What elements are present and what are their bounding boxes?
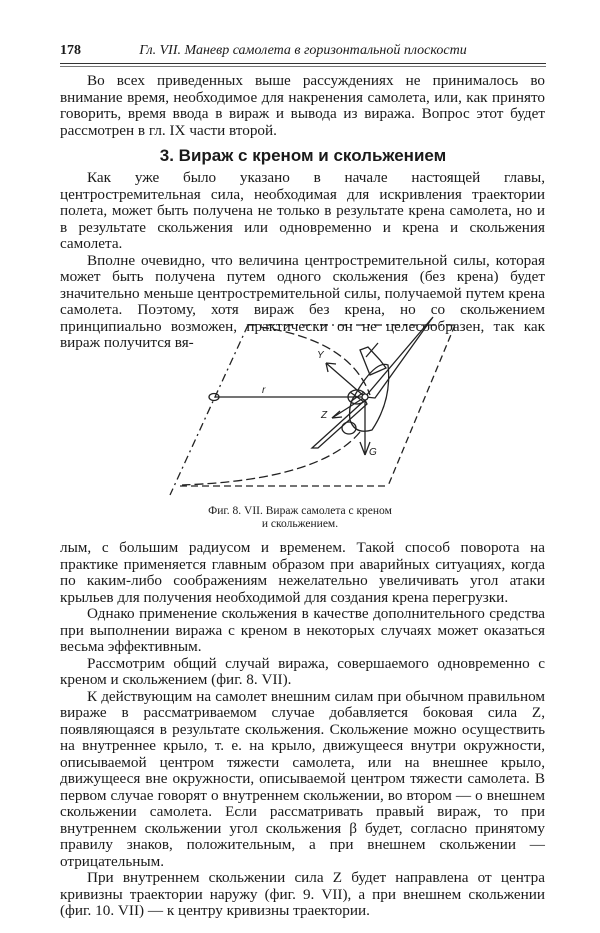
header-rule [60, 63, 546, 67]
diagram-svg [160, 300, 460, 500]
paragraph: Во всех приведенных выше рассуждениях не принималось во внимание время, необходимое для накренения самолета, или, как принято говорить, время ввода в вираж и вывода из виража. Вопрос этот будет рассмотрен в гл. IX части второй. [60, 72, 545, 139]
paragraph: К действующим на самолет внешним силам при обычном правильном вираже в рассматриваемом случае добавляется боковая сила Z, появляющаяся в результате скольжения. Скольжение можно осуществить на внутреннее крыло, т. е. на крыло, движущееся внутри окружности, описываемой центром тяжести самолета, или на внешнее крыло, движущееся вне окружности, описываемой центром тяжести самолета. В первом случае говорят о внутреннем скольжении, во втором — о внешнем скольжении самолета. Если рассматривать правый вираж, то при внутреннем скольжении угол скольжения β будет, согласно принятому правилу знаков, положительным, а при внешнем скольжении — отрицательным. [60, 687, 545, 870]
paragraph: Вполне очевидно, что величина центростремительной силы, которая может быть получена путем одного скольжения (без крена) будет значительно меньше центростремительной силы, получаемой путем крена самолета. Поэтому, хотя вираж без крена, но со скольжением принципиально возможен, практически он не целесообразен, так как вираж получится вя- [60, 251, 545, 351]
text-block-bottom [60, 540, 545, 920]
paragraph-continued: лым, с большим радиусом и временем. Такой способ поворота на практике применяется главным образом при аварийных ситуациях, когда по каким-либо соображениям нежелательно увеличивать угол атаки крыльев для получения необходимой для создания крена перегрузки. [60, 539, 545, 606]
label-y: Y [317, 350, 324, 361]
caption-line-2: и скольжением. [261, 518, 339, 530]
running-header [60, 43, 546, 63]
paragraph: При внутреннем скольжении сила Z будет направлена от центра кривизны траектории наружу (фиг. 9. VII), а при внешнем скольжении (фиг. 10. VII) — к центру кривизны траектории. [60, 869, 545, 919]
label-z: Z [321, 410, 328, 421]
paragraph: Однако применение скольжения в качестве дополнительного средства при выполнении виража с креном в некоторых случаях может оказаться весьма эффективным. [60, 605, 545, 655]
label-g: G [369, 447, 377, 458]
text-block-top [60, 73, 545, 139]
label-r: r [262, 385, 266, 396]
running-title: Гл. VII. Маневр самолета в горизонтальной плоскости [139, 43, 467, 58]
figure-caption [150, 505, 450, 531]
page-number: 178 [60, 43, 81, 58]
paragraph: Как уже было указано в начале настоящей главы, центростремительная сила, необходимая для искривления траектории полета, может быть получена не только в результате крена самолета, но и в результате скольжения или одновременно и крена и скольжения самолета. [60, 169, 545, 252]
caption-line-1: Фиг. 8. VII. Вираж самолета с креном [208, 505, 392, 517]
figure-banked-turn-diagram [160, 300, 460, 500]
section-heading: 3. Вираж с креном и скольжением [159, 146, 447, 165]
paragraph: Рассмотрим общий случай виража, совершаемого одновременно с креном и скольжением (фиг. 8. VII). [60, 654, 545, 688]
